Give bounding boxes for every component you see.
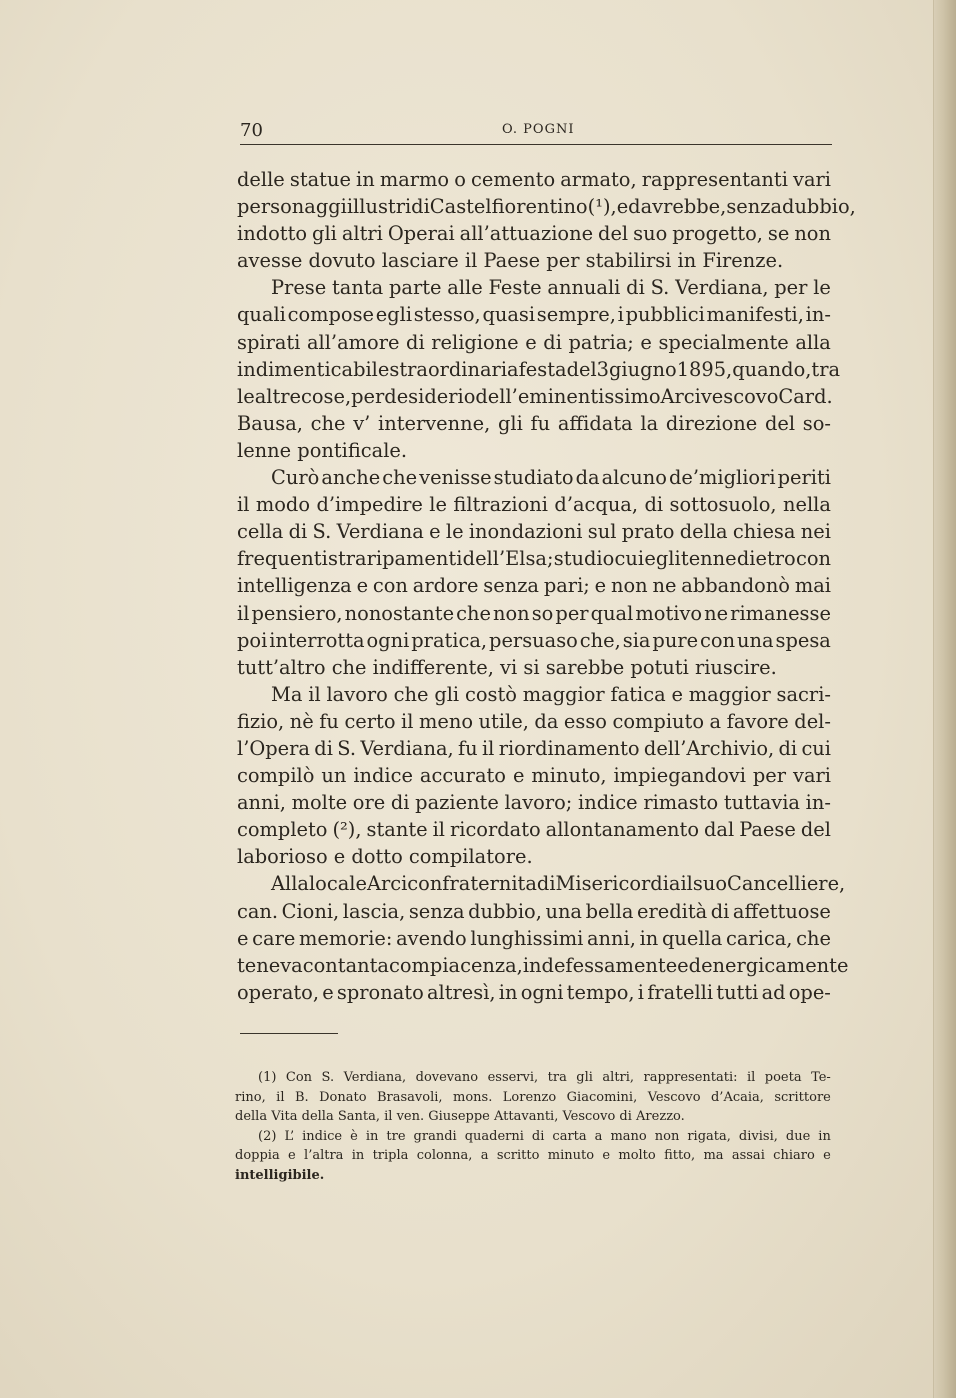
body-text-line: teneva con tanta compiacenza, indefessamente ed energicamente bbox=[237, 953, 849, 977]
body-text-line: compilò un indice accurato e minuto, impiegandovi per vari bbox=[237, 764, 831, 788]
body-text-line: il pensiero, nonostante che non so per qual motivo ne rimanesse bbox=[237, 601, 831, 625]
page-edge bbox=[933, 0, 956, 1398]
footnote-line: (2) L’ indice è in tre grandi quaderni di carta a mano non rigata, divisi, due in bbox=[258, 1128, 831, 1144]
body-text-line: quali compose egli stesso, quasi sempre, i pubblici manifesti, in- bbox=[237, 303, 831, 327]
page-header bbox=[240, 118, 832, 145]
body-text-line: personaggi illustri di Castelfiorentino (¹), ed avrebbe, senza dubbio, bbox=[237, 195, 856, 219]
footnotes bbox=[235, 1068, 831, 1186]
body-text-line: poi interrotta ogni pratica, persuaso che, sia pure con una spesa bbox=[237, 628, 831, 652]
body-text-line: indotto gli altri Operai all’attuazione del suo progetto, se non bbox=[237, 222, 831, 246]
body-text-line: Alla locale Arciconfraternita di Misericordia il suo Cancelliere, bbox=[271, 872, 846, 896]
footnote-line: doppia e l’altra in tripla colonna, a scritto minuto e molto fitto, ma assai chiaro e bbox=[235, 1148, 831, 1164]
footnote-line: rino, il B. Donato Brasavoli, mons. Lorenzo Giacomini, Vescovo d’Acaia, scrittore bbox=[235, 1089, 831, 1105]
page-number: 70 bbox=[240, 120, 263, 141]
body-text-line: laborioso e dotto compilatore. bbox=[237, 845, 533, 869]
footnote-line: intelligibile. bbox=[235, 1167, 325, 1183]
running-head: O. POGNI bbox=[502, 122, 575, 137]
body-text-line: e care memorie: avendo lunghissimi anni, in quella carica, che bbox=[237, 926, 831, 950]
body-text-line: fizio, nè fu certo il meno utile, da esso compiuto a favore del- bbox=[237, 709, 831, 733]
body-text-line: indimenticabile straordinaria festa del 3 giugno 1895, quando, tra bbox=[237, 357, 841, 381]
body-text-line: Ma il lavoro che gli costò maggior fatica e maggior sacri- bbox=[271, 682, 831, 706]
body-text-line: Bausa, che v’ intervenne, gli fu affidata la direzione del so- bbox=[237, 411, 831, 435]
body-text-line: Curò anche che venisse studiato da alcuno de’migliori periti bbox=[271, 466, 831, 490]
footnote-line: (1) Con S. Verdiana, dovevano esservi, tra gli altri, rappresentati: il poeta Te- bbox=[258, 1070, 831, 1085]
body-text-line: spirati all’amore di religione e di patria; e specialmente alla bbox=[237, 330, 831, 354]
body-text-line: frequenti straripamenti dell’Elsa; studio cui egli tenne dietro con bbox=[237, 547, 831, 571]
body-text-line: anni, molte ore di paziente lavoro; indice rimasto tuttavia in- bbox=[237, 791, 831, 815]
body-text-line: avesse dovuto lasciare il Paese per stabilirsi in Firenze. bbox=[237, 249, 784, 273]
body-text-line: delle statue in marmo o cemento armato, rappresentanti vari bbox=[237, 168, 831, 191]
body-text bbox=[237, 166, 856, 1006]
body-text-line: completo (²), stante il ricordato allontanamento dal Paese del bbox=[237, 818, 831, 842]
footnote-line: della Vita della Santa, il ven. Giuseppe Attavanti, Vescovo di Arezzo. bbox=[235, 1109, 685, 1125]
body-text-line: l’Opera di S. Verdiana, fu il riordinamento dell’Archivio, di cui bbox=[237, 736, 831, 760]
body-text-line: tutt’altro che indifferente, vi si sarebbe potuti riuscire. bbox=[237, 655, 777, 679]
body-text-line: operato, e spronato altresì, in ogni tempo, i fratelli tutti ad ope- bbox=[237, 980, 831, 1004]
body-text-line: il modo d’impedire le filtrazioni d’acqua, di sottosuolo, nella bbox=[237, 493, 831, 517]
footnote-rule bbox=[240, 1033, 338, 1034]
body-text-line: le altre cose, per desiderio dell’eminentissimo Arcivescovo Card. bbox=[237, 384, 833, 408]
body-text-line: Prese tanta parte alle Feste annuali di S. Verdiana, per le bbox=[271, 276, 831, 300]
body-text-line: intelligenza e con ardore senza pari; e non ne abbandonò mai bbox=[237, 574, 831, 598]
body-text-line: lenne pontificale. bbox=[237, 438, 408, 462]
body-text-line: cella di S. Verdiana e le inondazioni sul prato della chiesa nei bbox=[237, 520, 831, 544]
body-text-line: can. Cioni, lascia, senza dubbio, una bella eredità di affettuose bbox=[237, 899, 831, 923]
